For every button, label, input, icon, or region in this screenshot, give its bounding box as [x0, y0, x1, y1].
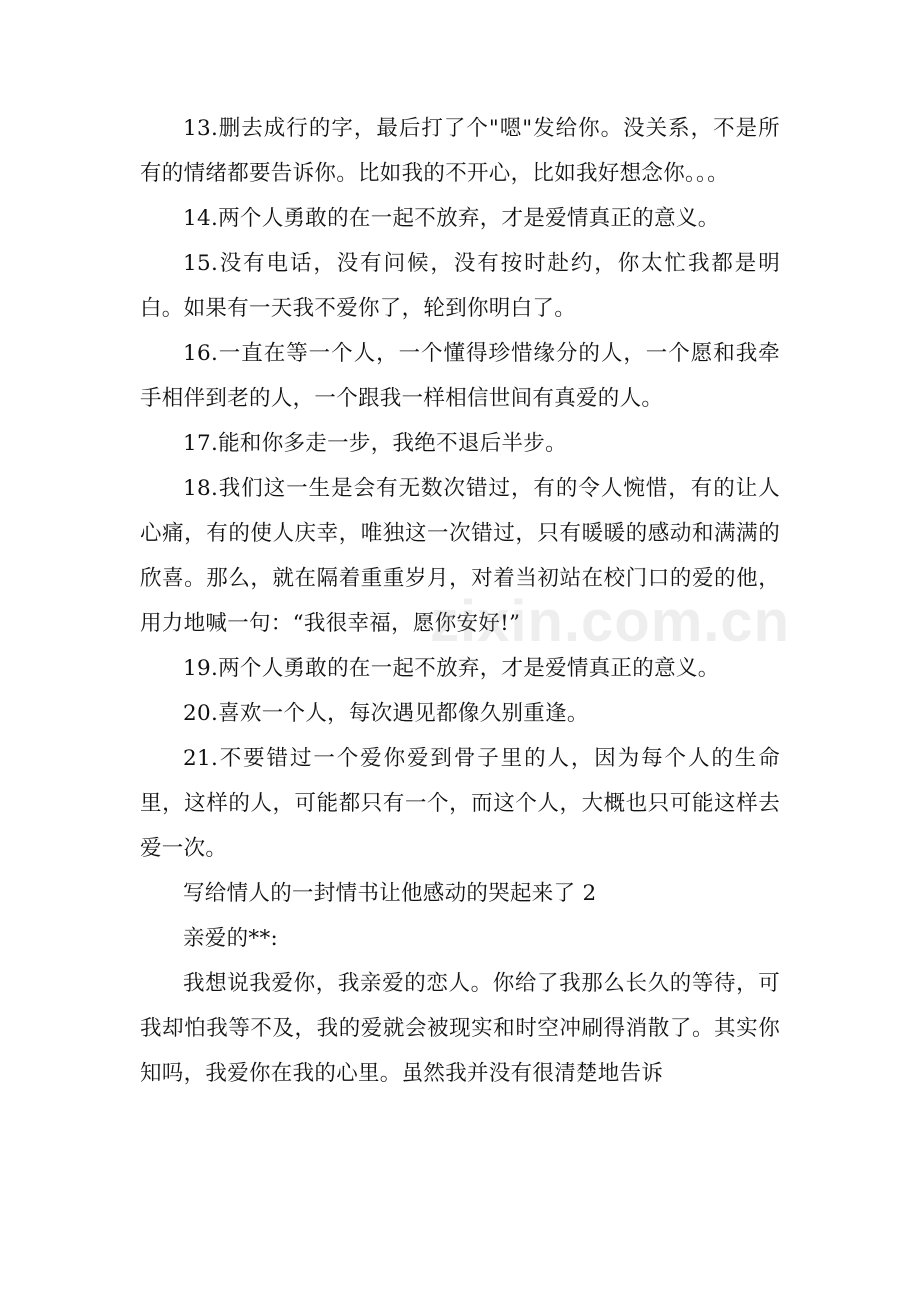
paragraph-18: 18.我们这一生是会有无数次错过，有的令人惋惜，有的让人心痛，有的使人庆幸，唯独这一次错过，只有暖暖的感动和满满的欣喜。那么，就在隔着重重岁月，对着当初站在校门口的爱的他，用力地喊一句：“我很幸福，愿你安好!” — [140, 476, 780, 636]
paragraph-14: 14.两个人勇敢的在一起不放弃，才是爱情真正的意义。 — [183, 206, 720, 231]
paragraph-13: 13.删去成行的字，最后打了个"嗯"发给你。没关系，不是所有的情绪都要告诉你。比如我的不开心，比如我好想念你。。。 — [140, 116, 780, 186]
paragraph-21: 21.不要错过一个爱你爱到骨子里的人，因为每个人的生命里，这样的人，可能都只有一个，而这个人，大概也只可能这样去爱一次。 — [140, 746, 780, 861]
letter-salutation: 亲爱的**: — [183, 926, 279, 951]
paragraph-16: 16.一直在等一个人，一个懂得珍惜缘分的人，一个愿和我牵手相伴到老的人，一个跟我一样相信世间有真爱的人。 — [140, 341, 780, 411]
document-body — [140, 106, 780, 1096]
paragraph-15: 15.没有电话，没有问候，没有按时赴约，你太忙我都是明白。如果有一天我不爱你了，轮到你明白了。 — [140, 251, 780, 321]
section-heading: 写给情人的一封情书让他感动的哭起来了 2 — [183, 881, 597, 906]
paragraph-17: 17.能和你多走一步，我绝不退后半步。 — [183, 431, 567, 456]
paragraph-19: 19.两个人勇敢的在一起不放弃，才是爱情真正的意义。 — [183, 656, 720, 681]
paragraph-20: 20.喜欢一个人，每次遇见都像久别重逢。 — [183, 701, 589, 726]
letter-body: 我想说我爱你，我亲爱的恋人。你给了我那么长久的等待，可我却怕我等不及，我的爱就会被现实和时空冲刷得消散了。其实你知吗，我爱你在我的心里。虽然我并没有很清楚地告诉 — [140, 971, 780, 1086]
site-watermark: zixin.com.cn — [430, 589, 791, 654]
